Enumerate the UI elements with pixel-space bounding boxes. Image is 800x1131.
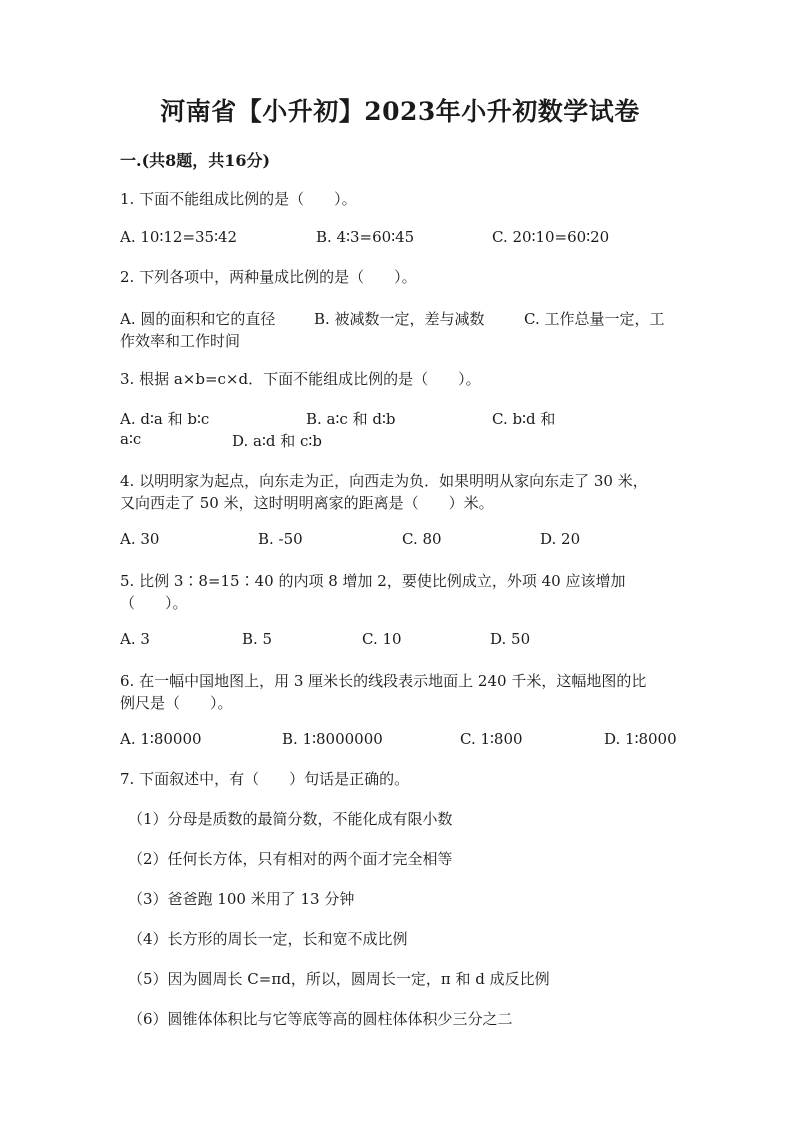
question-5-stem-line-2: （ ）。 [120, 594, 188, 612]
question-6-stem-line-1: 6. 在一幅中国地图上，用 3 厘米长的线段表示地面上 240 千米，这幅地图的比 [120, 672, 647, 690]
question-4-stem-line-2: 又向西走了 50 米，这时明明离家的距离是（ ）米。 [120, 494, 494, 512]
section-heading: 一.(共8题，共16分) [120, 151, 271, 170]
question-4-option-d: D. 20 [540, 530, 581, 548]
question-3-option-b: B. a∶c 和 d∶b [306, 410, 396, 428]
question-5-option-d: D. 50 [490, 630, 531, 648]
exam-title: 河南省【小升初】2023年小升初数学试卷 [160, 97, 640, 126]
question-7-statement-4: （4）长方形的周长一定，长和宽不成比例 [128, 930, 408, 948]
question-2-option-a: A. 圆的面积和它的直径 [120, 310, 276, 328]
question-1-option-a: A. 10∶12=35∶42 [120, 228, 238, 246]
question-3-option-c-continuation: a∶c [120, 430, 142, 448]
question-7-statement-5: （5）因为圆周长 C=πd，所以，圆周长一定，π 和 d 成反比例 [128, 970, 550, 988]
question-2-option-b: B. 被减数一定，差与减数 [314, 310, 485, 328]
question-5-option-b: B. 5 [242, 630, 273, 648]
question-3-option-a: A. d∶a 和 b∶c [120, 410, 210, 428]
question-7-stem: 7. 下面叙述中，有（ ）句话是正确的。 [120, 770, 410, 788]
question-2-option-c-continuation: 作效率和工作时间 [120, 332, 241, 350]
question-6-option-a: A. 1∶80000 [120, 730, 202, 748]
question-2-option-c: C. 工作总量一定，工 [524, 310, 665, 328]
question-2-stem: 2. 下列各项中，两种量成比例的是（ ）。 [120, 268, 417, 286]
question-7-statement-6: （6）圆锥体体积比与它等底等高的圆柱体体积少三分之二 [128, 1010, 513, 1028]
question-1-option-c: C. 20∶10=60∶20 [492, 228, 610, 246]
question-3-option-c: C. b∶d 和 [492, 410, 556, 428]
question-7-statement-2: （2）任何长方体，只有相对的两个面才完全相等 [128, 850, 453, 868]
question-7-statement-3: （3）爸爸跑 100 米用了 13 分钟 [128, 890, 355, 908]
question-1-stem: 1. 下面不能组成比例的是（ ）。 [120, 190, 357, 208]
question-5-option-c: C. 10 [362, 630, 402, 648]
question-7-statement-1: （1）分母是质数的最简分数，不能化成有限小数 [128, 810, 453, 828]
question-6-option-b: B. 1∶8000000 [282, 730, 383, 748]
question-4-option-b: B. -50 [258, 530, 303, 548]
question-1-option-b: B. 4∶3=60∶45 [316, 228, 415, 246]
question-3-option-d: D. a∶d 和 c∶b [232, 432, 322, 450]
question-6-option-d: D. 1∶8000 [604, 730, 677, 748]
question-4-option-a: A. 30 [120, 530, 160, 548]
question-4-stem-line-1: 4. 以明明家为起点，向东走为正，向西走为负．如果明明从家向东走了 30 米， [120, 472, 648, 490]
question-5-option-a: A. 3 [120, 630, 150, 648]
question-3-stem: 3. 根据 a×b=c×d．下面不能组成比例的是（ ）。 [120, 370, 481, 388]
question-6-stem-line-2: 例尺是（ ）。 [120, 694, 233, 712]
question-5-stem-line-1: 5. 比例 3∶8=15∶40 的内项 8 增加 2，要使比例成立，外项 40 应该增加 [120, 572, 626, 590]
question-6-option-c: C. 1∶800 [460, 730, 523, 748]
question-4-option-c: C. 80 [402, 530, 442, 548]
